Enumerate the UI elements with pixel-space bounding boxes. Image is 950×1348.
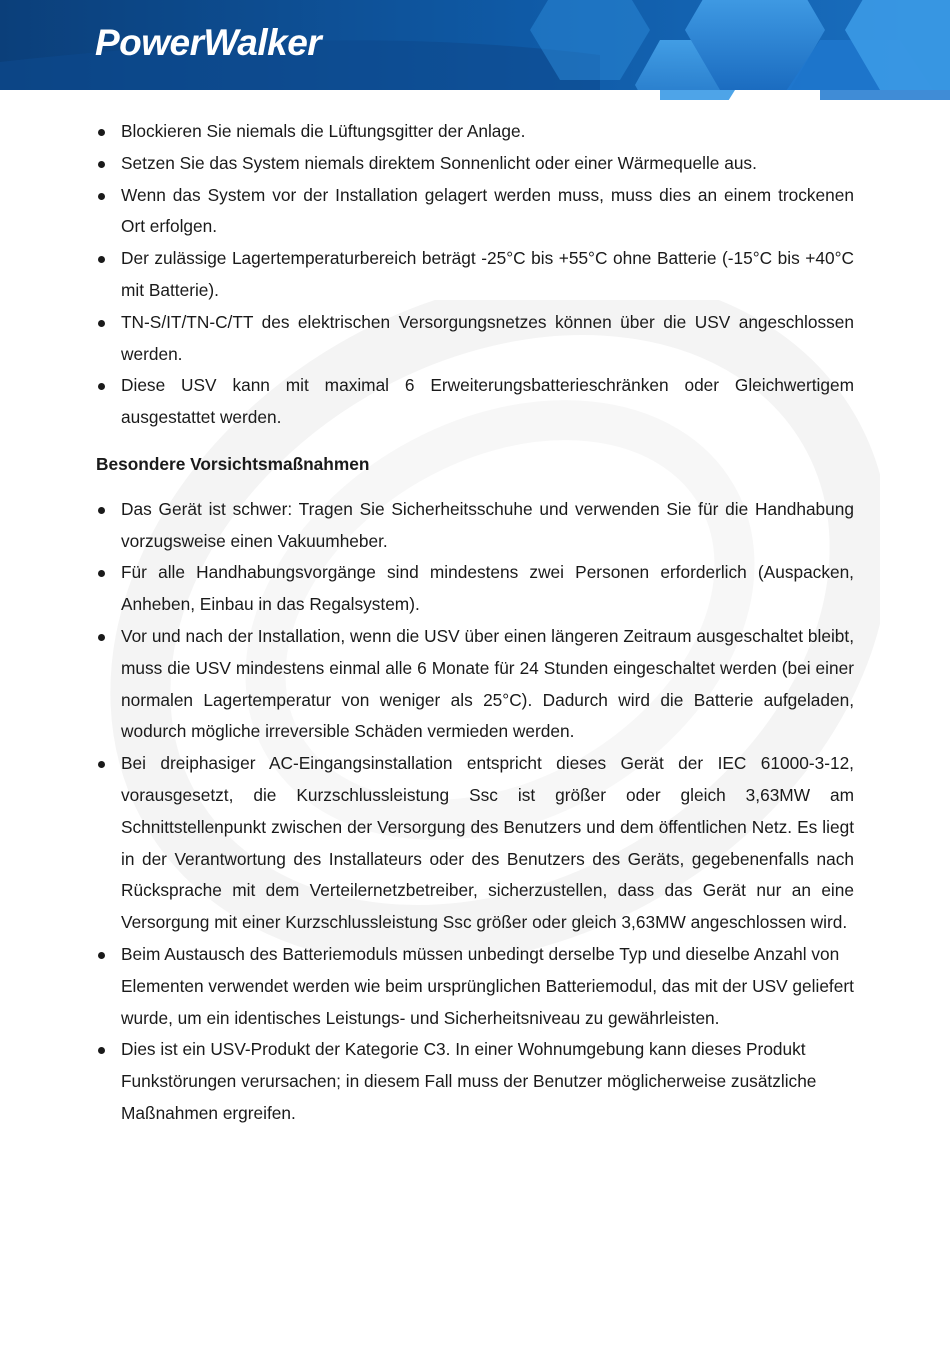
list-item: Für alle Handhabungsvorgänge sind mindestens zwei Personen erforderlich (Auspacken, Anheben, Einbau in das Regalsystem). — [96, 557, 854, 621]
section-heading: Besondere Vorsichtsmaßnahmen — [96, 453, 370, 474]
list-item: Blockieren Sie niemals die Lüftungsgitter der Anlage. — [96, 116, 854, 148]
bullet-icon — [98, 761, 105, 768]
bullet-icon — [98, 383, 105, 390]
bullet-icon — [98, 1047, 105, 1054]
list-item: Der zulässige Lagertemperaturbereich beträgt -25°C bis +55°C ohne Batterie (-15°C bis +40°C mit Batterie). — [96, 243, 854, 307]
document-body — [96, 116, 854, 1130]
bullet-icon — [98, 634, 105, 641]
bullet-icon — [98, 193, 105, 200]
list-item: Beim Austausch des Batteriemoduls müssen unbedingt derselbe Typ und dieselbe Anzahl von Elementen verwendet werden wie beim ursprünglichen Batteriemodul, das mit der USV geliefert wurde, um ein identisches Leistungs- und Sicherheitsniveau zu gewährleisten. — [96, 939, 854, 1034]
bullet-icon — [98, 256, 105, 263]
list-item: Dies ist ein USV-Produkt der Kategorie C3. In einer Wohnumgebung kann dieses Produkt Funkstörungen verursachen; in diesem Fall muss der Benutzer möglicherweise zusätzliche Maßnahmen ergreifen. — [96, 1034, 854, 1129]
bullet-icon — [98, 129, 105, 136]
bullet-icon — [98, 507, 105, 514]
bullet-icon — [98, 320, 105, 327]
general-notes-list — [96, 116, 854, 434]
bullet-icon — [98, 952, 105, 959]
list-item: Wenn das System vor der Installation gelagert werden muss, muss dies an einem trockenen Ort erfolgen. — [96, 180, 854, 244]
list-item: Vor und nach der Installation, wenn die USV über einen längeren Zeitraum ausgeschaltet bleibt, muss die USV mindestens einmal alle 6 Monate für 24 Stunden eingeschaltet werden (bei einer normalen Lagertemperatur von weniger als 25°C). Dadurch wird die Batterie aufgeladen, wodurch mögliche irreversible Schäden vermieden werden. — [96, 621, 854, 748]
list-item: TN-S/IT/TN-C/TT des elektrischen Versorgungsnetzes können über die USV angeschlossen werden. — [96, 307, 854, 371]
list-item: Das Gerät ist schwer: Tragen Sie Sicherheitsschuhe und verwenden Sie für die Handhabung vorzugsweise einen Vakuumheber. — [96, 494, 854, 558]
page-header — [0, 0, 950, 100]
special-precautions-list — [96, 494, 854, 1130]
bullet-icon — [98, 570, 105, 577]
list-item: Diese USV kann mit maximal 6 Erweiterungsbatterieschränken oder Gleichwertigem ausgestattet werden. — [96, 370, 854, 434]
bullet-icon — [98, 161, 105, 168]
logo: PowerWalker — [95, 22, 322, 63]
list-item: Bei dreiphasiger AC-Eingangsinstallation entspricht dieses Gerät der IEC 61000-3-12, vorausgesetzt, die Kurzschlussleistung Ssc ist größer oder gleich 3,63MW am Schnittstellenpunkt zwischen der Versorgung des Benutzers und dem öffentlichen Netz. Es liegt in der Verantwortung des Installateurs oder des Benutzers des Geräts, gegebenenfalls nach Rücksprache mit dem Verteilernetzbetreiber, sicherzustellen, dass das Gerät nur an eine Versorgung mit einer Kurzschlussleistung Ssc größer oder gleich 3,63MW angeschlossen wird. — [96, 748, 854, 939]
list-item: Setzen Sie das System niemals direktem Sonnenlicht oder einer Wärmequelle aus. — [96, 148, 854, 180]
